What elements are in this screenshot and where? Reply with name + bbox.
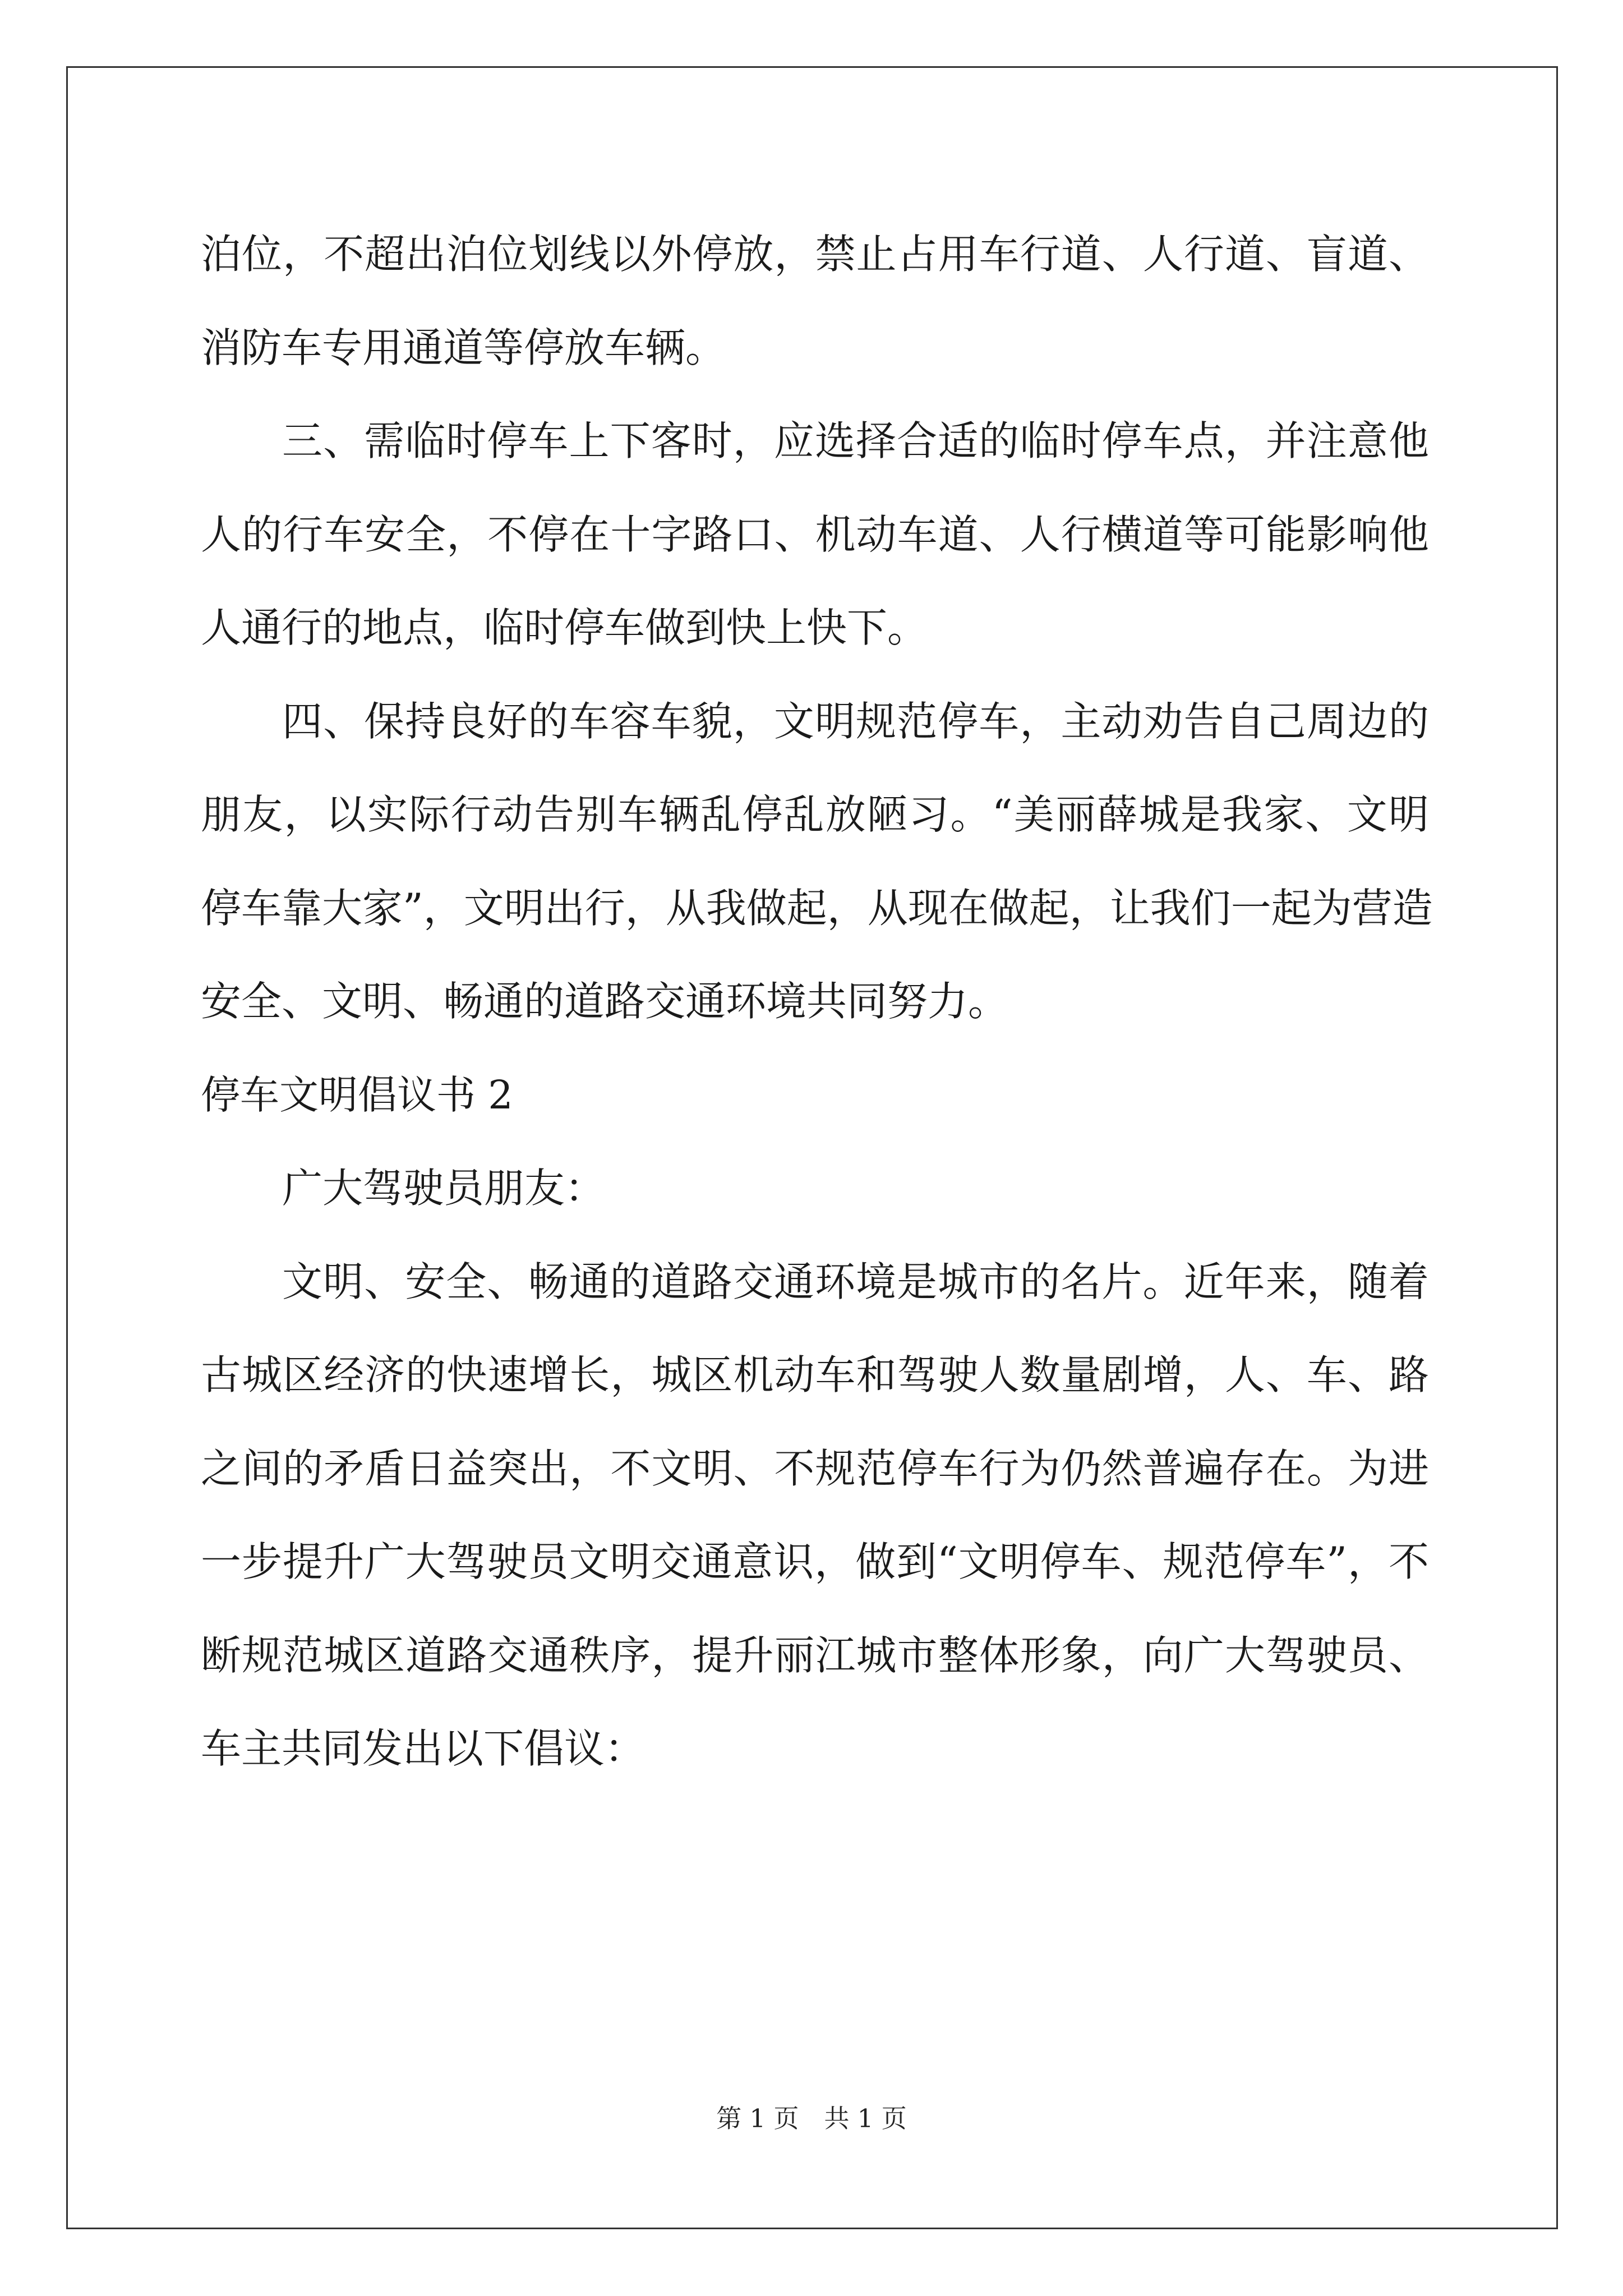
paragraph-first-line: 三、需临时停车上下客时，应选择合适的临时停车点，并注意他 [282,417,1429,464]
body-line: 朋友，以实际行动告别车辆乱停乱放陋习。“美丽薛城是我家、文明 [201,791,1429,838]
body-line: 之间的矛盾日益突出，不文明、不规范停车行为仍然普遍存在。为进 [201,1444,1429,1492]
document-body [201,208,1433,1796]
section-heading: 停车文明倡议书 2 [201,1071,513,1118]
body-line: 安全、文明、畅通的道路交通环境共同努力。 [201,978,1009,1025]
paragraph-first-line: 四、保持良好的车容车貌，文明规范停车，主动劝告自己周边的 [282,697,1429,745]
body-line: 人的行车安全，不停在十字路口、机动车道、人行横道等可能影响他 [201,510,1429,558]
body-line: 人通行的地点，临时停车做到快上快下。 [201,604,928,651]
body-line: 断规范城区道路交通秩序，提升丽江城市整体形象，向广大驾驶员、 [201,1631,1429,1679]
body-line: 停车靠大家”，文明出行，从我做起，从现在做起，让我们一起为营造 [201,884,1433,932]
page-number-footer: 第 1 页 共 1 页 [716,2104,907,2133]
salutation: 广大驾驶员朋友： [282,1165,606,1212]
body-line: 古城区经济的快速增长，城区机动车和驾驶人数量剧增，人、车、路 [201,1351,1429,1398]
body-line: 泊位，不超出泊位划线以外停放，禁止占用车行道、人行道、盲道、 [201,231,1429,278]
body-line: 车主共同发出以下倡议： [201,1725,645,1772]
paragraph-first-line: 文明、安全、畅通的道路交通环境是城市的名片。近年来，随着 [282,1258,1429,1305]
body-line: 一步提升广大驾驶员文明交通意识，做到“文明停车、规范停车”，不 [201,1538,1429,1585]
body-line: 消防车专用通道等停放车辆。 [201,324,726,371]
